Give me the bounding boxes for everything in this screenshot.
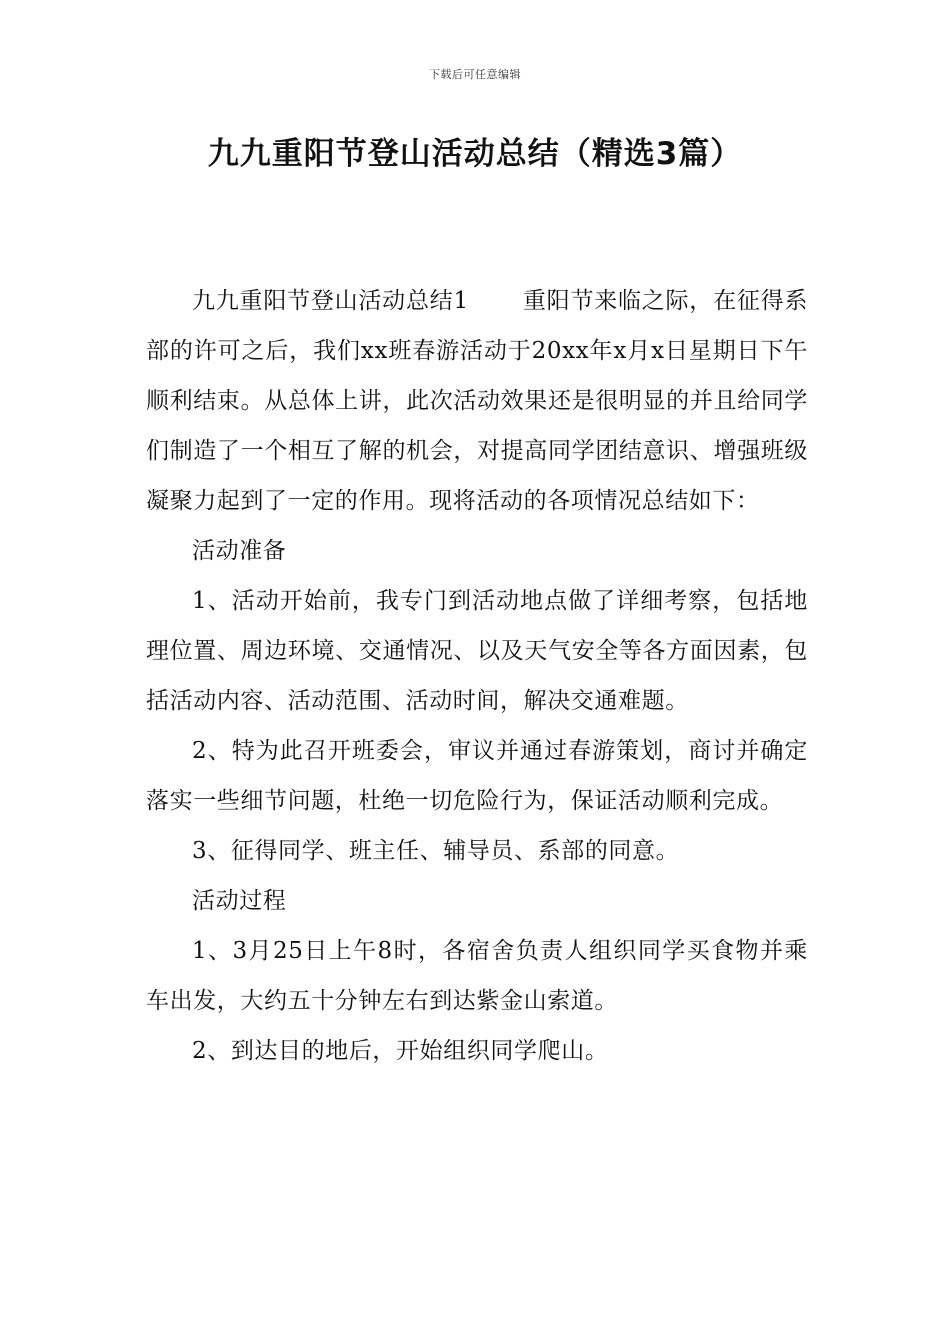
intro-paragraph (146, 276, 808, 526)
header-note: 下载后可任意编辑 (429, 68, 521, 81)
section-heading-process: 活动过程 (192, 888, 287, 914)
document-title: 九九重阳节登山活动总结（精选3篇） (207, 136, 743, 172)
list-item: 1、3月25日上午8时，各宿舍负责人组织同学买食物并乘车出发，大约五十分钟左右到达紫金山索道。 (146, 938, 808, 1014)
list-item: 1、活动开始前，我专门到活动地点做了详细考察，包括地理位置、周边环境、交通情况、以及天气安全等各方面因素，包括活动内容、活动范围、活动时间，解决交通难题。 (146, 588, 808, 714)
intro-heading: 九九重阳节登山活动总结1 (192, 288, 469, 314)
list-item: 3、征得同学、班主任、辅导员、系部的同意。 (192, 838, 680, 864)
list-item: 2、到达目的地后，开始组织同学爬山。 (192, 1038, 609, 1064)
list-item: 2、特为此召开班委会，审议并通过春游策划，商讨并确定落实一些细节问题，杜绝一切危险行为，保证活动顺利完成。 (146, 738, 808, 814)
section-heading-preparation: 活动准备 (192, 538, 287, 564)
document-body (146, 276, 808, 1076)
intro-text: 重阳节来临之际，在征得系部的许可之后，我们xx班春游活动于20xx年x月x日星期日下午顺利结束。从总体上讲，此次活动效果还是很明显的并且给同学们制造了一个相互了解的机会，对提高同学团结意识、增强班级凝聚力起到了一定的作用。现将活动的各项情况总结如下： (146, 288, 808, 514)
